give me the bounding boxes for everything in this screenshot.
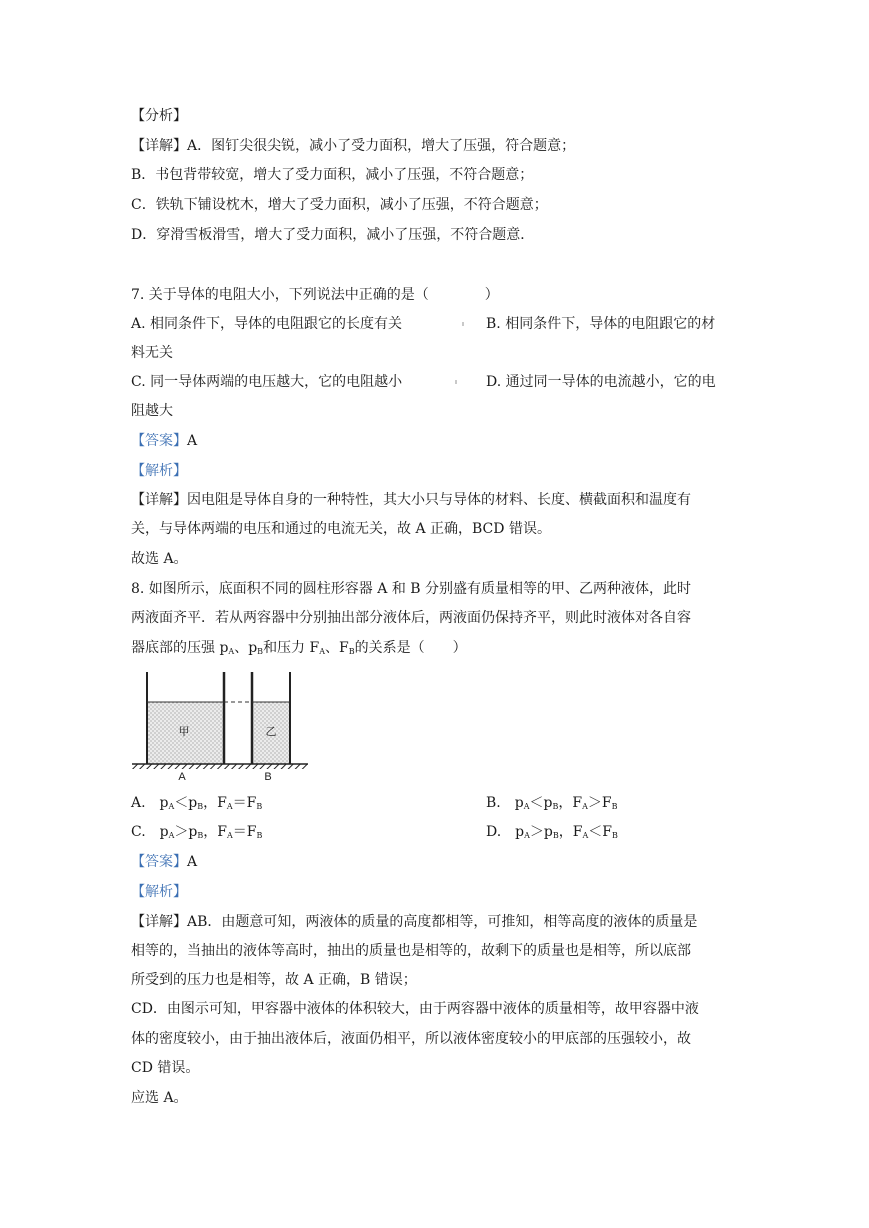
detail-line: D．穿滑雪板滑雪，增大了受力面积，减小了压强，不符合题意．	[131, 227, 535, 243]
q8-conclusion: 应选 A。	[131, 1090, 188, 1106]
q8-detail: 所受到的压力也是相等，故 A 正确，B 错误；	[131, 972, 417, 988]
q7-analysis-tag: 【解析】	[131, 463, 187, 479]
container-b-label: B	[264, 771, 272, 782]
q7-option-b: B. 相同条件下，导体的电阻跟它的材	[486, 316, 716, 332]
q7-option-d: D. 通过同一导体的电流越小，它的电	[486, 374, 716, 390]
q8-detail: CD 错误。	[131, 1060, 200, 1076]
answer-value: A	[187, 433, 198, 449]
containers-figure	[132, 670, 308, 782]
q7-option-d-cont: 阻越大	[131, 403, 173, 419]
detail-line: B．书包背带较宽，增大了受力面积，减小了压强，不符合题意；	[131, 167, 534, 183]
q8-stem: 两液面齐平．若从两容器中分别抽出部分液体后，两液面仍保持齐平，则此时液体对各自容	[131, 610, 691, 626]
answer-value: A	[187, 854, 198, 870]
q7-conclusion: 故选 A。	[131, 551, 188, 567]
q7-answer	[131, 431, 197, 451]
q8-detail: CD．由图示可知，甲容器中液体的体积较大，由于两容器中液体的质量相等，故甲容器中液	[131, 1001, 699, 1017]
q8-option-c: C. $p_A>p_B$，$F_A=F_B$	[131, 824, 263, 840]
separator-mark	[462, 322, 464, 326]
analysis-heading: 【分析】	[131, 108, 187, 124]
separator-mark	[455, 380, 457, 384]
q8-detail: 体的密度较小，由于抽出液体后，液面仍相平，所以液体密度较小的甲底部的压强较小，故	[131, 1031, 691, 1047]
q8-answer	[131, 852, 197, 872]
q8-option-d: D. $p_A>p_B$，$F_A<F_B$	[486, 824, 618, 840]
q8-stem: 8. 如图所示，底面积不同的圆柱形容器 A 和 B 分别盛有质量相等的甲、乙两种液体，此时	[131, 581, 692, 597]
answer-tag: 【答案】	[131, 433, 187, 449]
container-a-label: A	[178, 771, 186, 782]
q7-option-b-cont: 料无关	[131, 345, 173, 361]
detail-line: 【详解】A．图钉尖很尖锐，减小了受力面积，增大了压强，符合题意；	[131, 138, 576, 154]
q7-option-a: A. 相同条件下，导体的电阻跟它的长度有关	[131, 316, 403, 332]
q7-detail: 关，与导体两端的电压和通过的电流无关，故 A 正确，BCD 错误。	[131, 521, 551, 537]
q7-stem: 7. 关于导体的电阻大小，下列说法中正确的是（ ）	[131, 287, 499, 303]
q8-detail: 【详解】AB．由题意可知，两液体的质量的高度都相等，可推知，相等高度的液体的质量是	[131, 914, 698, 930]
detail-line: C．铁轨下铺设枕木，增大了受力面积，减小了压强，不符合题意；	[131, 197, 548, 213]
q8-analysis-tag: 【解析】	[131, 884, 187, 900]
q7-detail: 【详解】因电阻是导体自身的一种特性，其大小只与导体的材料、长度、横截面积和温度有	[131, 492, 691, 508]
liquid-b-label: 乙	[265, 725, 277, 738]
q8-option-a: A. $p_A<p_B$，$F_A=F_B$	[131, 795, 263, 811]
liquid-a-label: 甲	[178, 725, 190, 738]
answer-tag: 【答案】	[131, 854, 187, 870]
q8-stem: 器底部的压强 $p_A$、$p_B$和压力 $F_A$、$F_B$的关系是（ ）	[131, 640, 467, 656]
q8-option-b: B. $p_A<p_B$，$F_A>F_B$	[486, 795, 618, 811]
q7-option-c: C. 同一导体两端的电压越大，它的电阻越小	[131, 374, 403, 390]
q8-detail: 相等的，当抽出的液体等高时，抽出的质量也是相等的，故剩下的质量也是相等，所以底部	[131, 943, 691, 959]
